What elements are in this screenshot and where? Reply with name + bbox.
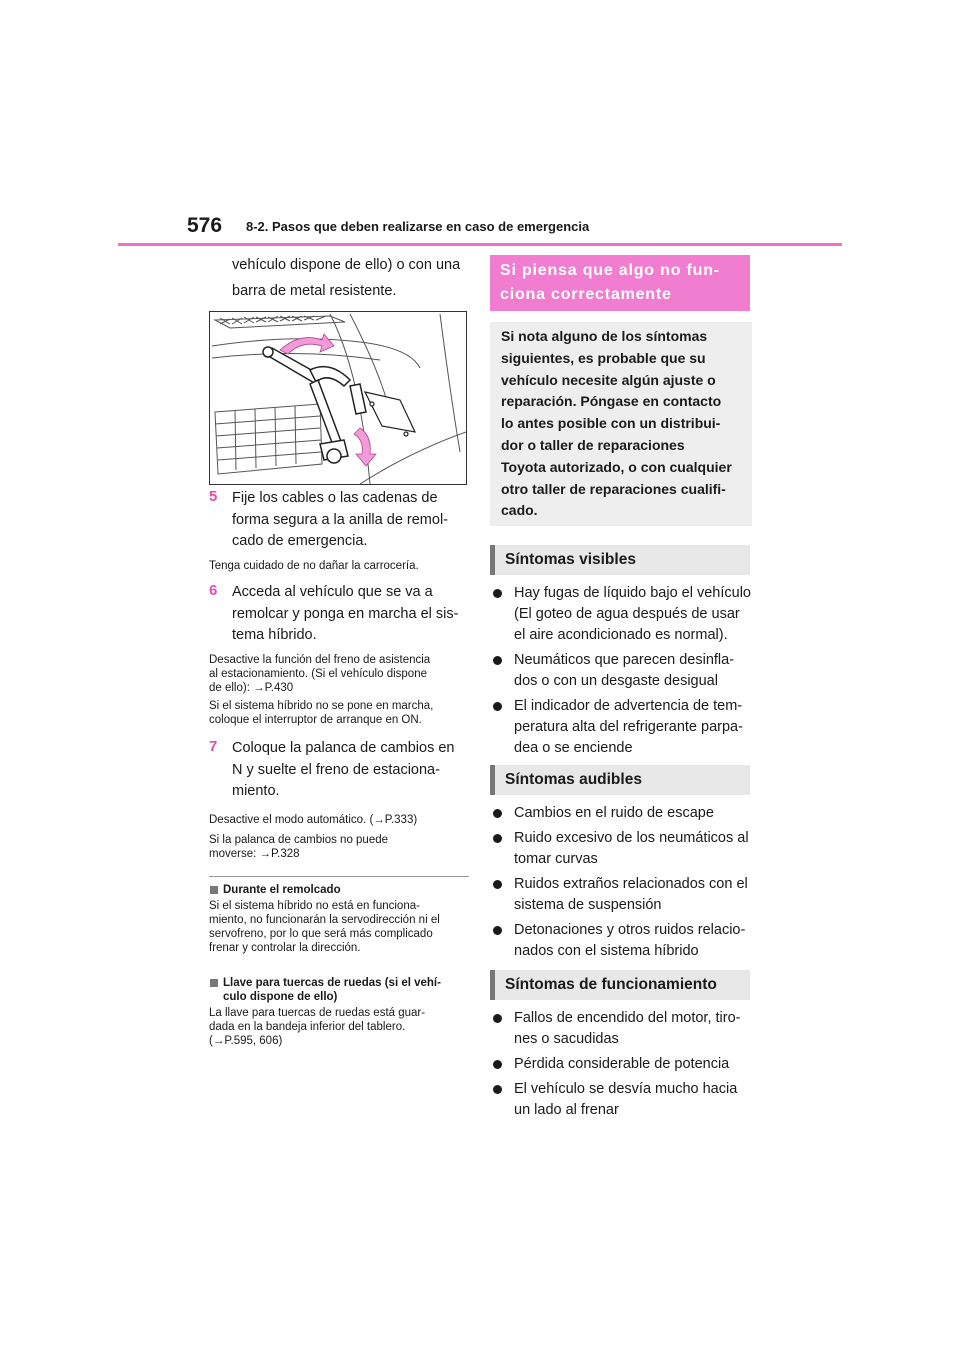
bullet-dot-icon: [493, 656, 502, 665]
towing-eye-drawing: [210, 312, 466, 484]
section-header-title: 8-2. Pasos que deben realizarse en caso de emergencia: [246, 219, 590, 234]
section-heading-audible: Síntomas audibles: [490, 765, 750, 795]
audible-symptoms-list: [490, 803, 752, 966]
bullet-dot-icon: [493, 702, 502, 711]
section-heading-operation: Síntomas de funcionamiento: [490, 970, 750, 1000]
list-item: Hay fugas de líquido bajo el vehículo (El goteo de agua después de usar el aire acondicionado es normal).: [490, 583, 752, 646]
list-item: Ruidos extraños relacionados con el sistema de suspensión: [490, 874, 752, 916]
section-divider: [209, 876, 469, 877]
note-step-7a: Desactive el modo automático. (→P.333): [209, 813, 418, 826]
bullet-dot-icon: [493, 809, 502, 818]
bullet-dot-icon: [493, 1014, 502, 1023]
step-number: 6: [209, 582, 218, 599]
towing-eye-illustration: [209, 311, 467, 485]
bullet-dot-icon: [493, 589, 502, 598]
list-item: Cambios en el ruido de escape: [490, 803, 752, 824]
list-item: Ruido excesivo de los neumáticos al tomar curvas: [490, 828, 752, 870]
bullet-dot-icon: [493, 1085, 502, 1094]
wrench-title: Llave para tuercas de ruedas (si el vehí- culo dispone de ello): [223, 977, 441, 1003]
list-item: Neumáticos que parecen desinfla- dos o con un desgaste desigual: [490, 650, 752, 692]
square-bullet-icon: [210, 886, 218, 894]
bullet-dot-icon: [493, 880, 502, 889]
page-number: 576: [187, 214, 223, 237]
towing-title: Durante el remolcado: [223, 884, 341, 896]
note-step-6b: Si el sistema híbrido no se pone en marcha, coloque el interruptor de arranque en ON.: [209, 699, 434, 726]
list-item: El indicador de advertencia de tem- peratura alta del refrigerante parpa- dea o se enciende: [490, 696, 752, 759]
bullet-dot-icon: [493, 1060, 502, 1069]
list-item: Fallos de encendido del motor, tiro- nes o sacudidas: [490, 1008, 752, 1050]
list-item: El vehículo se desvía mucho hacia un lado al frenar: [490, 1079, 752, 1121]
list-item: Detonaciones y otros ruidos relacio- nados con el sistema híbrido: [490, 920, 752, 962]
intro-box: Si nota alguno de los síntomas siguientes, es probable que su vehículo necesite algún ajuste o reparación. Póngase en contacto lo antes posible con un distribui- dor o taller de reparaciones Toyota autorizado, o con cualquier otro taller de reparaciones cualifi- cado.: [490, 322, 752, 526]
towing-note: Durante el remolcado Si el sistema híbrido no está en funciona- miento, no funcionarán la servodirección ni el servofreno, por lo que será más complicado frenar y controlar la dirección.: [209, 884, 440, 954]
header-rule: [118, 243, 842, 246]
note-step-5: Tenga cuidado de no dañar la carrocería.: [209, 559, 419, 572]
section-heading-visible: Síntomas visibles: [490, 545, 750, 575]
step-6: 6 Acceda al vehículo que se va a remolcar y ponga en marcha el sis- tema híbrido. Desactive la función del freno de asistencia al estacionamiento. (Si el vehículo dispone de ello): →P.430 Si el sistema híbrido no se pone en marcha, coloque el interruptor de arranque en ON.: [209, 582, 471, 727]
bullet-dot-icon: [493, 834, 502, 843]
step-number: 7: [209, 738, 218, 755]
note-step-6a: Desactive la función del freno de asistencia al estacionamiento. (Si el vehículo dispone de ello): →P.430: [209, 653, 431, 694]
bullet-dot-icon: [493, 926, 502, 935]
wrench-note: Llave para tuercas de ruedas (si el vehí- culo dispone de ello) La llave para tuercas de ruedas está guar- dada en la bandeja inferior del tablero. (→P.595, 606): [209, 977, 441, 1047]
intro-paragraph: vehículo dispone de ello) o con una barra de metal resistente.: [232, 257, 461, 299]
square-bullet-icon: [210, 979, 218, 987]
step-5: 5 Fije los cables o las cadenas de forma segura a la anilla de remol- cado de emergencia. Tenga cuidado de no dañar la carrocería.: [209, 488, 471, 573]
note-step-7b: Si la palanca de cambios no puede moverse: →P.328: [209, 833, 389, 860]
step-number: 5: [209, 488, 218, 505]
list-item: Pérdida considerable de potencia: [490, 1054, 752, 1075]
visible-symptoms-list: [490, 583, 752, 763]
step-7: 7 Coloque la palanca de cambios en N y suelte el freno de estaciona- miento. Desactive el modo automático. (→P.333) Si la palanca de cambios no puede moverse: →P.328: [209, 738, 471, 861]
section-title-pink: Si piensa que algo no fun- ciona correctamente: [490, 255, 750, 311]
operation-symptoms-list: [490, 1008, 752, 1125]
